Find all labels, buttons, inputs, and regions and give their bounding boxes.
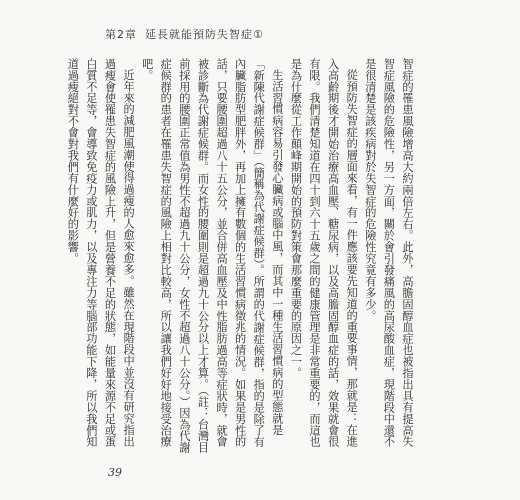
paragraph: 從預防失智症的層面來看，有一件應該要先知道的重要事情，那就是：在進入高齡期後才開始治療高血壓、糖尿病，以及高膽固醇血症的話，效果就會很有限。我們清楚知道在四十到六十五歲之間的健康管理是非常重要的，而這也是為什麼從工作顛峰期開始的預防對策會那麼重要的原因之一。 [289,58,359,448]
paragraph: 智症的罹患風險增高大約兩倍左右。此外，高膽固醇血症也被指出具有提高失智症風險的危險性，另一方面，關於會引發痛風的高尿酸血症，現階段中還不是很清楚是該疾病對於失智症的危險性究竟有多少。 [363,58,414,448]
body-text [66,58,416,456]
paragraph: 生活習慣病容易引發心臟病或腦中風，而其中一種生活習慣病的型態就是「新陳代謝症候群」（簡稱為代謝症候群）。所謂的代謝症候群，指的是除了有內臟脂肪型肥胖外，再加上擁有數個的生活習慣病徵兆的情況。如果是男性的話，只要腰圍超過八十五公分，並合併高血壓及中性脂肪過高等症狀時，就會被診斷為代謝症候群。而女性的腰圍則是超過九十公分以上才算。（註：台灣目前採用的腰圍正常值為男性不超過九十公分，女性不超過八十公分。）因為代謝症候群的患者在罹患失智症的風險上相對比較高，所以讓我們好好地接受治療吧。 [140,58,284,454]
chapter-header [105,26,272,42]
page-number: 39 [108,466,122,479]
chapter-number: 第2章 [105,28,137,41]
paragraph: 近年來的減肥風潮使得過瘦的人愈來愈多。雖然在現階段中並沒有研究指出過瘦會使罹患失智症的風險上升，但是營養不足的狀態，如能量來源不足或蛋白質不足等，會導致免疫力或肌力，以及專注力等腦部功能下降，所以我們知道過瘦絕對不會對我們有什麼好的影響。 [66,58,136,448]
chapter-title: 延長就能預防失智症① [145,28,264,41]
